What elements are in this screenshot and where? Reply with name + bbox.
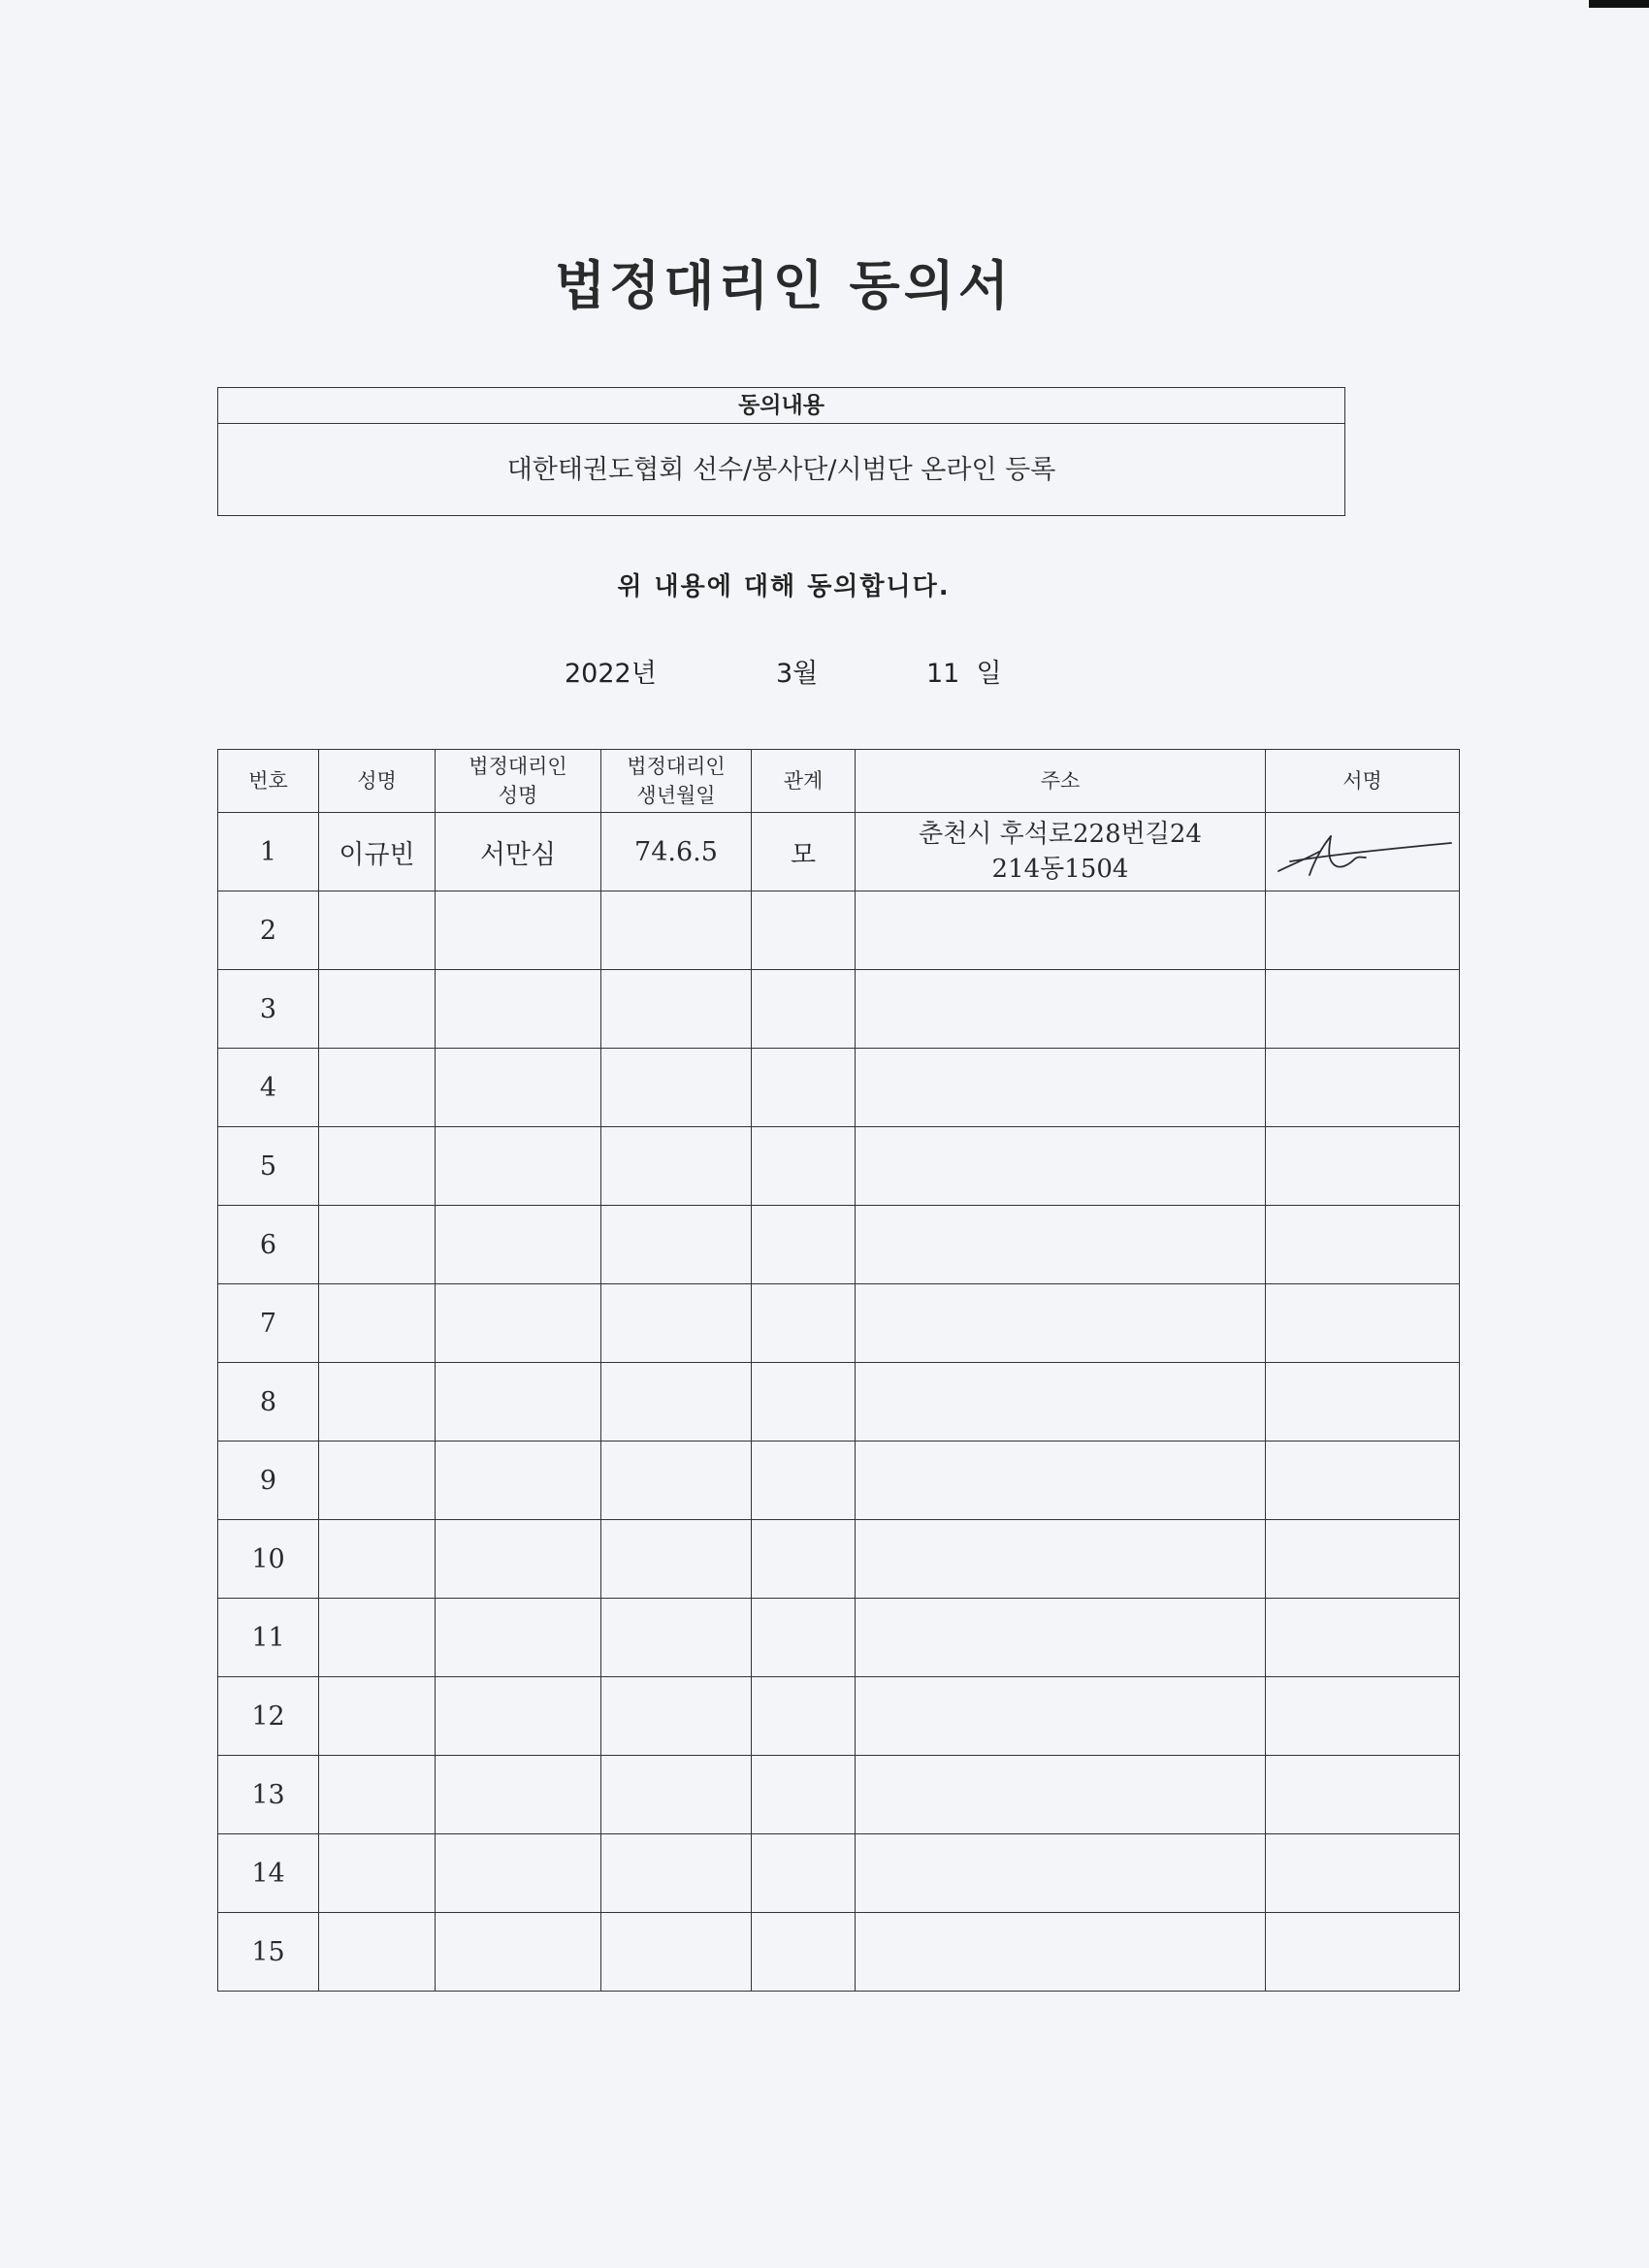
table-row: [218, 1206, 1460, 1284]
signature-stroke: [1290, 843, 1451, 861]
cell-guardian-birth: [601, 1284, 752, 1363]
signature-stroke: [1278, 852, 1319, 871]
cell-address: [856, 813, 1266, 891]
cell-relation: [752, 1442, 856, 1520]
consent-box: [217, 387, 1345, 516]
cell-signature: [1266, 1049, 1460, 1127]
table-row: [218, 1756, 1460, 1834]
header-signature: 서명: [1266, 750, 1460, 813]
cell-number: 11: [218, 1599, 319, 1677]
header-address: 주소: [856, 750, 1266, 813]
cell-name: [319, 1049, 436, 1127]
header-guardian-name-line1: 법정대리인: [469, 755, 567, 778]
cell-number: 7: [218, 1284, 319, 1363]
cell-guardian-name: [436, 1834, 601, 1913]
cell-relation: [752, 1834, 856, 1913]
cell-number: 2: [218, 891, 319, 970]
header-guardian-birth-line1: 법정대리인: [627, 755, 726, 778]
cell-relation: [752, 1913, 856, 1992]
cell-name: [319, 1206, 436, 1284]
cell-signature: [1266, 1520, 1460, 1599]
table-row: [218, 1913, 1460, 1992]
cell-guardian-birth: [601, 1520, 752, 1599]
cell-number: 13: [218, 1756, 319, 1834]
cell-number: 15: [218, 1913, 319, 1992]
cell-relation: [752, 891, 856, 970]
cell-name: [319, 1520, 436, 1599]
table-row: [218, 1127, 1460, 1206]
cell-number: 14: [218, 1834, 319, 1913]
cell-relation: [752, 1284, 856, 1363]
cell-guardian-name: [436, 891, 601, 970]
guardian-table: [217, 749, 1460, 1992]
header-guardian-birth: [601, 750, 752, 813]
table-row: [218, 1284, 1460, 1363]
cell-guardian-birth: [601, 1756, 752, 1834]
cell-relation: [752, 1599, 856, 1677]
cell-name: 이규빈: [319, 813, 436, 891]
cell-signature: [1266, 1363, 1460, 1442]
cell-relation: [752, 1520, 856, 1599]
table-row: [218, 1442, 1460, 1520]
cell-guardian-name: [436, 1127, 601, 1206]
cell-address: [856, 1049, 1266, 1127]
cell-signature: [1266, 1756, 1460, 1834]
cell-address: [856, 1913, 1266, 1992]
cell-signature: [1266, 813, 1460, 891]
cell-guardian-birth: [601, 970, 752, 1049]
cell-signature: [1266, 1677, 1460, 1756]
table-body: [218, 813, 1460, 1992]
cell-guardian-name: [436, 1284, 601, 1363]
cell-guardian-birth: [601, 1442, 752, 1520]
agreement-statement: 위 내용에 대해 동의합니다.: [617, 572, 951, 601]
cell-name: [319, 970, 436, 1049]
cell-signature: [1266, 1834, 1460, 1913]
cell-name: [319, 1913, 436, 1992]
cell-name: [319, 891, 436, 970]
document-title: 법정대리인 동의서: [554, 255, 1014, 316]
cell-relation: [752, 1127, 856, 1206]
cell-number: 9: [218, 1442, 319, 1520]
cell-guardian-birth: [601, 1363, 752, 1442]
cell-address: [856, 1363, 1266, 1442]
table-row: [218, 1677, 1460, 1756]
cell-signature: [1266, 1284, 1460, 1363]
cell-signature: [1266, 1206, 1460, 1284]
cell-relation: [752, 1363, 856, 1442]
scan-edge-shadow: [1589, 0, 1649, 8]
cell-guardian-name: [436, 1442, 601, 1520]
cell-guardian-birth: [601, 1127, 752, 1206]
header-number: 번호: [218, 750, 319, 813]
cell-guardian-birth: [601, 1677, 752, 1756]
cell-guardian-name: 서만심: [436, 813, 601, 891]
cell-number: 4: [218, 1049, 319, 1127]
cell-address: [856, 1756, 1266, 1834]
cell-signature: [1266, 970, 1460, 1049]
cell-address: [856, 1599, 1266, 1677]
cell-signature: [1266, 1442, 1460, 1520]
cell-name: [319, 1442, 436, 1520]
cell-number: 3: [218, 970, 319, 1049]
cell-address: [856, 891, 1266, 970]
cell-signature: [1266, 1913, 1460, 1992]
header-guardian-birth-line2: 생년월일: [636, 784, 716, 807]
table-header-row: [218, 750, 1460, 813]
cell-guardian-name: [436, 1677, 601, 1756]
cell-name: [319, 1363, 436, 1442]
cell-name: [319, 1127, 436, 1206]
cell-guardian-birth: [601, 1049, 752, 1127]
cell-address: [856, 1206, 1266, 1284]
cell-name: [319, 1284, 436, 1363]
cell-guardian-name: [436, 1520, 601, 1599]
cell-address: [856, 970, 1266, 1049]
cell-guardian-birth: [601, 1834, 752, 1913]
cell-guardian-name: [436, 1049, 601, 1127]
cell-address: [856, 1520, 1266, 1599]
cell-guardian-name: [436, 1363, 601, 1442]
cell-relation: [752, 1756, 856, 1834]
cell-address-line1: 춘천시 후석로228번길24: [919, 820, 1202, 849]
cell-guardian-birth: [601, 1913, 752, 1992]
cell-guardian-birth: [601, 891, 752, 970]
cell-address: [856, 1834, 1266, 1913]
cell-number: 5: [218, 1127, 319, 1206]
table-row: [218, 813, 1460, 891]
table-row: [218, 1520, 1460, 1599]
table-row: [218, 891, 1460, 970]
cell-guardian-name: [436, 1756, 601, 1834]
table-row: [218, 1834, 1460, 1913]
cell-relation: [752, 1049, 856, 1127]
header-relation: 관계: [752, 750, 856, 813]
handwritten-signature: [1271, 823, 1455, 881]
cell-guardian-birth: [601, 1599, 752, 1677]
cell-guardian-birth: [601, 1206, 752, 1284]
cell-number: 6: [218, 1206, 319, 1284]
cell-name: [319, 1834, 436, 1913]
cell-name: [319, 1677, 436, 1756]
cell-number: 8: [218, 1363, 319, 1442]
header-guardian-name-line2: 성명: [498, 784, 538, 807]
cell-signature: [1266, 1599, 1460, 1677]
cell-signature: [1266, 1127, 1460, 1206]
date-day: 11 일: [926, 659, 1002, 689]
cell-guardian-birth: 74.6.5: [601, 813, 752, 891]
cell-address: [856, 1677, 1266, 1756]
cell-relation: [752, 970, 856, 1049]
cell-number: 1: [218, 813, 319, 891]
cell-guardian-name: [436, 1599, 601, 1677]
cell-address: [856, 1127, 1266, 1206]
cell-guardian-name: [436, 970, 601, 1049]
date-month: 3월: [776, 659, 819, 689]
cell-relation: [752, 1677, 856, 1756]
cell-address: [856, 1284, 1266, 1363]
table-row: [218, 1363, 1460, 1442]
cell-relation: 모: [752, 813, 856, 891]
cell-guardian-name: [436, 1206, 601, 1284]
header-guardian-name: [436, 750, 601, 813]
cell-number: 12: [218, 1677, 319, 1756]
consent-heading: 동의내용: [218, 388, 1344, 424]
table-row: [218, 1599, 1460, 1677]
consent-text: 대한태권도협회 선수/봉사단/시범단 온라인 등록: [506, 455, 1056, 485]
date-year: 2022년: [565, 659, 657, 689]
cell-name: [319, 1599, 436, 1677]
cell-name: [319, 1756, 436, 1834]
table-row: [218, 1049, 1460, 1127]
cell-signature: [1266, 891, 1460, 970]
cell-address-line2: 214동1504: [991, 855, 1129, 884]
cell-address: [856, 1442, 1266, 1520]
cell-number: 10: [218, 1520, 319, 1599]
cell-relation: [752, 1206, 856, 1284]
header-name: 성명: [319, 750, 436, 813]
table-row: [218, 970, 1460, 1049]
cell-guardian-name: [436, 1913, 601, 1992]
